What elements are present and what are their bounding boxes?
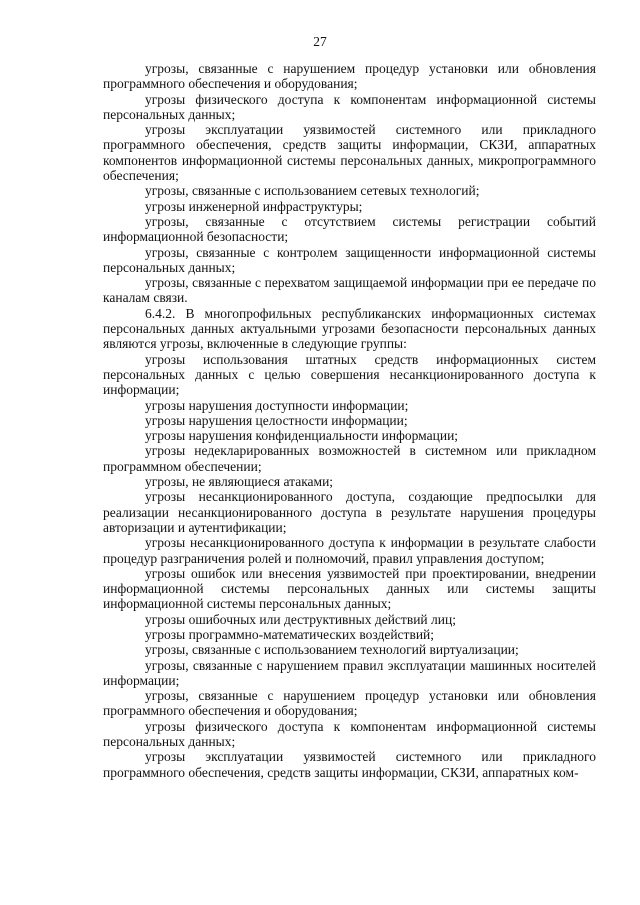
paragraph-1: угрозы, связанные с нарушением процедур установки или обновления программного обеспечения и оборудования; <box>103 61 596 92</box>
paragraph-6: угрозы, связанные с отсутствием системы регистрации событий информационной безопасности; <box>103 213 596 245</box>
paragraph-25: угрозы эксплуатации уязвимостей системного или прикладного программного обеспечения, средств защиты информации, СКЗИ, аппаратных ком- <box>103 749 596 780</box>
paragraph-23: угрозы, связанные с нарушением процедур установки или обновления программного обеспечения и оборудования; <box>103 688 596 719</box>
page-number: 27 <box>313 34 327 49</box>
paragraph-17: угрозы несанкционированного доступа к информации в результате слабости процедур разграничения ролей и полномочий, правил управления доступом; <box>103 535 596 566</box>
paragraph-19: угрозы ошибочных или деструктивных действий лиц; <box>145 611 456 627</box>
paragraph-15: угрозы, не являющиеся атаками; <box>145 474 334 490</box>
section-6-4-2-paragraph: 6.4.2. В многопрофильных республиканских информационных системах персональных данных актуальными угрозами безопасности персональных данных являются угрозы, включенные в следующие группы: <box>103 305 596 352</box>
paragraph-11: угрозы нарушения доступности информации; <box>145 397 409 413</box>
paragraph-14: угрозы недекларированных возможностей в системном или прикладном программном обеспечении; <box>103 443 596 474</box>
paragraph-22: угрозы, связанные с нарушением правил эксплуатации машинных носителей информации; <box>103 657 596 688</box>
paragraph-12: угрозы нарушения целостности информации; <box>145 412 408 428</box>
paragraph-4: угрозы, связанные с использованием сетевых технологий; <box>145 183 480 199</box>
paragraph-10: угрозы использования штатных средств информационных систем персональных данных с целью совершения несанкционированного доступа к информации; <box>103 351 596 398</box>
paragraph-20: угрозы программно-математических воздействий; <box>145 626 435 642</box>
paragraph-13: угрозы нарушения конфиденциальности информации; <box>145 428 459 444</box>
document-body <box>103 61 596 780</box>
paragraph-3: угрозы эксплуатации уязвимостей системного или прикладного программного обеспечения, средств защиты информации, СКЗИ, аппаратных компонентов информационной системы персональных данных, микропрограммного обеспечения; <box>103 122 596 184</box>
paragraph-16: угрозы несанкционированного доступа, создающие предпосылки для реализации несанкционированного доступа в результате нарушения процедуры авторизации и аутентификации; <box>103 489 596 535</box>
paragraph-5: угрозы инженерной инфраструктуры; <box>145 198 363 214</box>
paragraph-8: угрозы, связанные с перехватом защищаемой информации при ее передаче по каналам связи. <box>103 275 596 306</box>
paragraph-7: угрозы, связанные с контролем защищенности информационной системы персональных данных; <box>103 244 596 275</box>
paragraph-2: угрозы физического доступа к компонентам информационной системы персональных данных; <box>103 91 596 122</box>
paragraph-18: угрозы ошибок или внесения уязвимостей при проектировании, внедрении информационной системы персональных данных или системы защиты информационной системы персональных данных; <box>103 565 596 612</box>
paragraph-21: угрозы, связанные с использованием технологий виртуализации; <box>145 642 519 658</box>
paragraph-24: угрозы физического доступа к компонентам информационной системы персональных данных; <box>103 718 596 750</box>
